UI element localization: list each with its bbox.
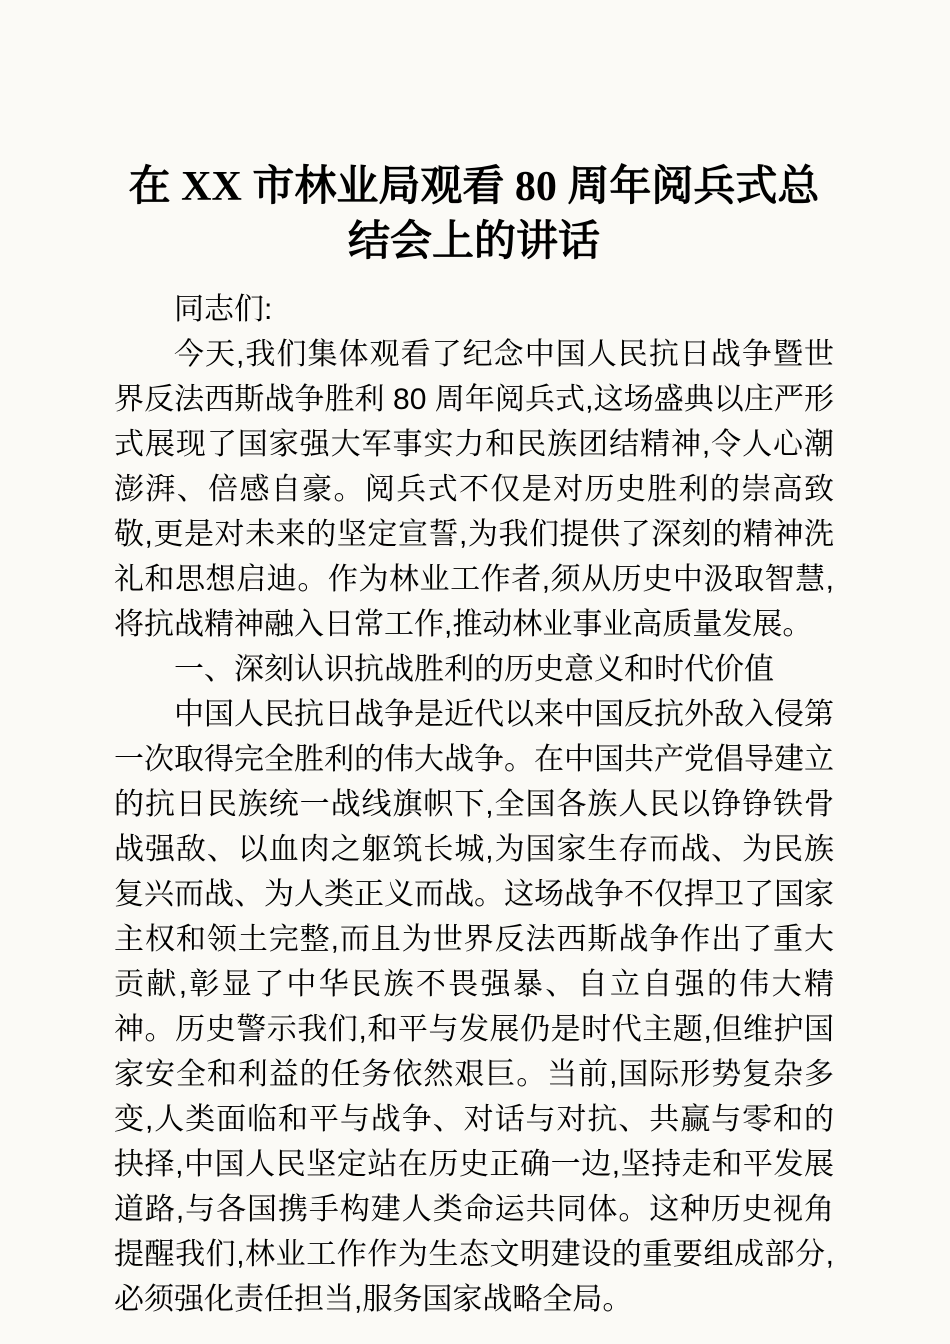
paragraph-body: 中国人民抗日战争是近代以来中国反抗外敌入侵第一次取得完全胜利的伟大战争。在中国共产党倡导建立的抗日民族统一战线旗帜下,全国各族人民以铮铮铁骨战强敌、以血肉之躯筑长城,为国家生存而战、为民族复兴而战、为人类正义而战。这场战争不仅捍卫了国家主权和领土完整,而且为世界反法西斯战争作出了重大贡献,彰显了中华民族不畏强暴、自立自强的伟大精神。历史警示我们,和平与发展仍是时代主题,但维护国家安全和利益的任务依然艰巨。当前,国际形势复杂多变,人类面临和平与战争、对话与对抗、共赢与零和的抉择,中国人民坚定站在历史正确一边,坚持走和平发展道路,与各国携手构建人类命运共同体。这种历史视角提醒我们,林业工作作为生态文明建设的重要组成部分,必须强化责任担当,服务国家战略全局。 [114, 698, 834, 1317]
paragraph-body: 今天,我们集体观看了纪念中国人民抗日战争暨世界反法西斯战争胜利 80 周年阅兵式,这场盛典以庄严形式展现了国家强大军事实力和民族团结精神,令人心潮澎湃、倍感自豪。阅兵式不仅是对历史胜利的崇高致敬,更是对未来的坚定宣誓,为我们提供了深刻的精神洗礼和思想启迪。作为林业工作者,须从历史中汲取智慧,将抗战精神融入日常工作,推动林业事业高质量发展。 [114, 338, 834, 642]
document-title: 在 XX 市林业局观看 80 周年阅兵式总结会上的讲话 [128, 164, 820, 265]
paragraph-salutation: 同志们: [174, 293, 273, 327]
paragraph-heading: 一、深刻认识抗战胜利的历史意义和时代价值 [174, 653, 774, 687]
document-body [114, 287, 834, 1322]
